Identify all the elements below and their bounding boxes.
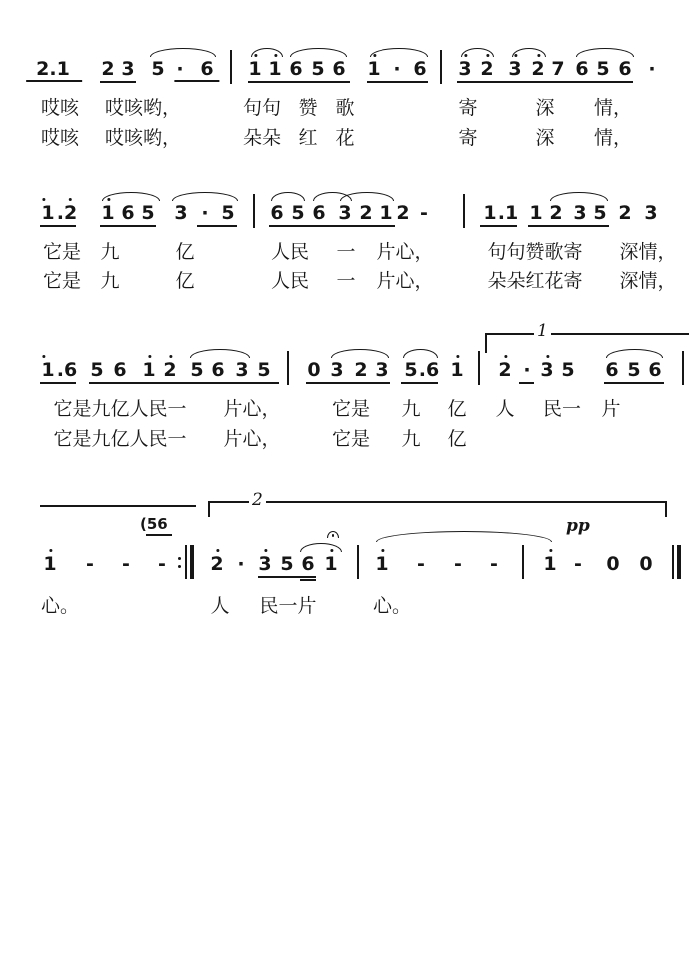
note: 1 <box>379 202 393 224</box>
note: 5 <box>221 202 235 224</box>
note: 3 <box>644 202 658 224</box>
note: 5 <box>90 359 104 381</box>
note: 1 <box>483 202 497 224</box>
note-dash: - <box>417 553 425 575</box>
note: 5 <box>151 58 165 80</box>
note-dot: · <box>237 553 245 575</box>
note: 6 <box>270 202 284 224</box>
note: 2 <box>498 359 511 381</box>
note: 6 <box>413 58 427 80</box>
note: 5 <box>141 202 155 224</box>
note: 5 <box>561 359 575 381</box>
note: 3 <box>458 58 471 80</box>
note-dot: · <box>393 58 401 80</box>
note: 2 <box>549 202 563 224</box>
note-dash: - <box>86 553 94 575</box>
lyrics-verse-1: 它是 九 亿 人民 一 片心， 句句赞歌寄 深情， <box>42 241 677 263</box>
note: 3 <box>573 202 587 224</box>
note: 6 <box>121 202 135 224</box>
note: 1 <box>142 359 155 381</box>
note: 1 <box>543 553 556 575</box>
note-dash: - <box>574 553 582 575</box>
note: 1 <box>324 553 337 575</box>
note: 3 <box>174 202 188 224</box>
fermata-icon <box>327 531 339 538</box>
note: 1 <box>41 359 54 381</box>
note: 6 <box>113 359 127 381</box>
note-dot: · <box>176 58 184 80</box>
note: 3 <box>338 202 352 224</box>
notes-row-3 <box>0 345 700 395</box>
note: 6 <box>605 359 619 381</box>
note: 2 <box>618 202 632 224</box>
note: 3 <box>540 359 553 381</box>
note: 1 <box>41 202 54 224</box>
note: 6 <box>211 359 225 381</box>
lyrics-verse-1: 哎咳 哎咳哟， 句句 赞 歌 寄 深 情， <box>40 97 633 119</box>
note: 6 <box>332 58 346 80</box>
lyrics-verse-1: 心。 人 民一片 心。 <box>40 595 412 617</box>
note: .2 <box>57 202 77 224</box>
grace-notes: (56 <box>140 515 168 533</box>
note: 2.1 <box>36 58 70 80</box>
lyrics-verse-2: 哎咳 哎咳哟， 朵朵 红 花 寄 深 情， <box>40 127 633 149</box>
note: .6 <box>418 359 440 381</box>
note: 6 <box>200 58 213 80</box>
lyrics-verse-2: 它是九亿人民一 片心， 它是 九 亿 <box>53 428 467 450</box>
note: 5 <box>190 359 204 381</box>
note: 6 <box>312 202 326 224</box>
note: 3 <box>375 359 389 381</box>
note: 5 <box>311 58 325 80</box>
note: 2 <box>210 553 223 575</box>
notes-row-2 <box>0 188 700 238</box>
note: 2 <box>163 359 176 381</box>
note: 2 <box>359 202 373 224</box>
note: 5 <box>593 202 607 224</box>
lyrics-verse-1: 它是九亿人民一 片心， 它是 九 亿 人 民一 片 <box>53 398 621 420</box>
note: 6 <box>648 359 662 381</box>
note: 1 <box>367 58 380 80</box>
note: 7 <box>551 58 565 80</box>
note: 1 <box>43 553 56 575</box>
note: .6 <box>56 359 78 381</box>
note: 3 <box>330 359 344 381</box>
note: 1 <box>101 202 114 224</box>
repeat-dots <box>178 552 184 573</box>
notes-row-4 <box>0 539 700 589</box>
note-dash: - <box>158 553 166 575</box>
note-dash: - <box>490 553 498 575</box>
notes-row-1 <box>0 44 700 94</box>
note: 5 <box>627 359 641 381</box>
note-dot: · <box>523 359 531 381</box>
note: 5 <box>596 58 610 80</box>
note: 0 <box>606 553 620 575</box>
note-dash: - <box>420 202 428 224</box>
volta-2-number: 2 <box>249 490 266 510</box>
note: 1 <box>375 553 388 575</box>
note: 6 <box>301 553 315 575</box>
note: 3 <box>235 359 249 381</box>
note: 5 <box>280 553 294 575</box>
note-dot: · <box>648 58 656 80</box>
note: 6 <box>618 58 632 80</box>
note: 6 <box>289 58 303 80</box>
note: 2 <box>531 58 544 80</box>
note: 5 <box>291 202 305 224</box>
note: 5 <box>257 359 271 381</box>
note: 2 <box>354 359 368 381</box>
note: 0 <box>639 553 653 575</box>
note: 2 <box>101 58 115 80</box>
note: 1 <box>248 58 261 80</box>
note: 3 <box>508 58 521 80</box>
note: 5 <box>404 359 418 381</box>
note: .1 <box>497 202 519 224</box>
lyrics-verse-2: 它是 九 亿 人民 一 片心， 朵朵红花寄 深情， <box>42 270 677 292</box>
volta-1-number: 1 <box>534 321 551 341</box>
note-dash: - <box>454 553 462 575</box>
note: 2 <box>396 202 410 224</box>
note: 0 <box>307 359 321 381</box>
note-dot: · <box>201 202 209 224</box>
note: 1 <box>268 58 281 80</box>
note: 3 <box>258 553 271 575</box>
note: 3 <box>121 58 135 80</box>
note: 2 <box>480 58 493 80</box>
note: 1 <box>450 359 463 381</box>
note-dash: - <box>122 553 130 575</box>
dynamic-marking: pp <box>566 516 590 536</box>
note: 6 <box>575 58 589 80</box>
note: 1 <box>529 202 543 224</box>
